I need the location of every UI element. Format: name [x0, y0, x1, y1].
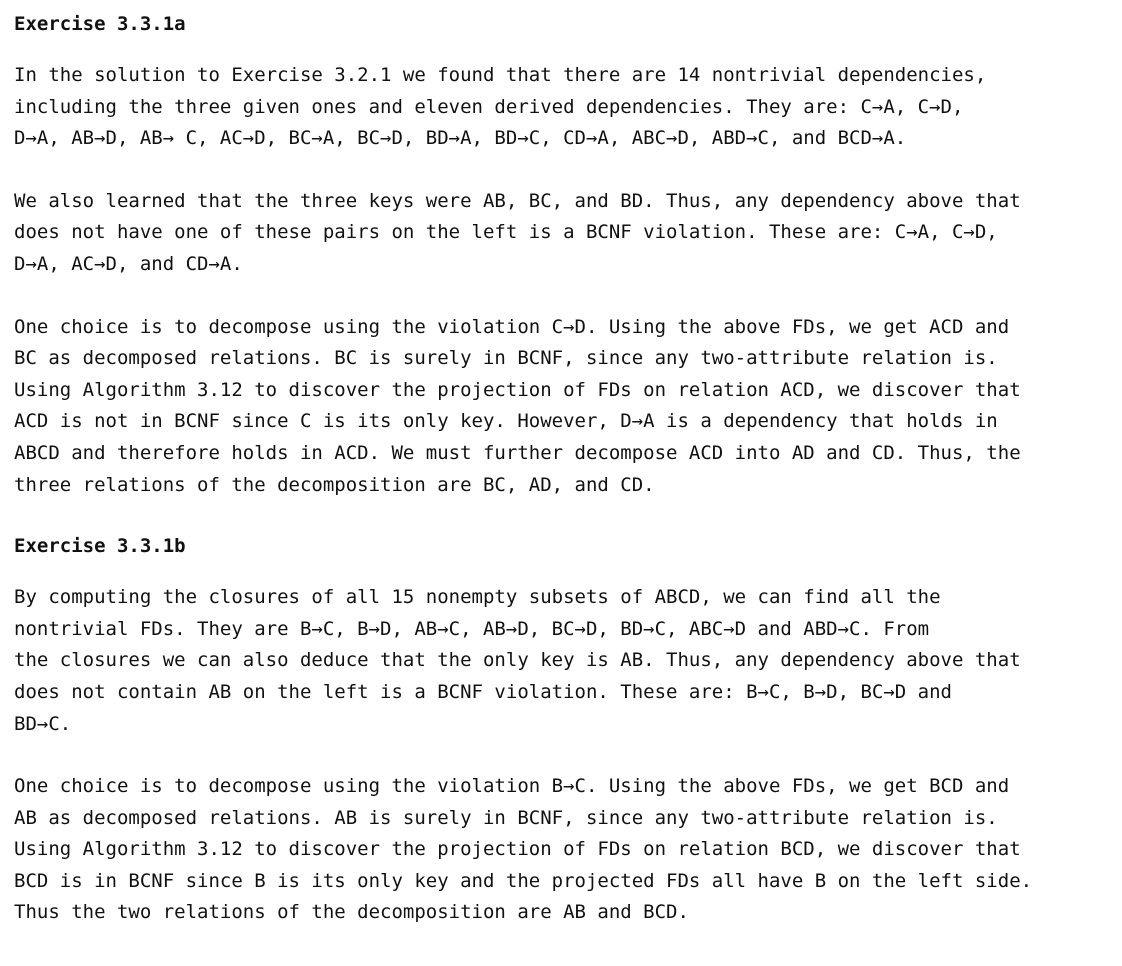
text-line: One choice is to decompose using the violation C→D. Using the above FDs, we get ACD and — [14, 315, 1010, 338]
text-line: In the solution to Exercise 3.2.1 we found that there are 14 nontrivial dependencies, — [14, 64, 987, 86]
text-line: By computing the closures of all 15 nonempty subsets of ABCD, we can find all the — [14, 586, 941, 609]
text-line: BD→C. — [14, 712, 72, 735]
text-line: ACD is not in BCNF since C is its only key. However, D→A is a dependency that holds in — [14, 410, 998, 433]
text-line: does not contain AB on the left is a BCNF violation. These are: B→C, B→D, BC→D and — [14, 680, 952, 703]
paragraph — [14, 582, 1114, 740]
text-line: Thus the two relations of the decomposition are AB and BCD. — [14, 901, 689, 924]
text-line: three relations of the decomposition are BC, AD, and CD. — [14, 473, 655, 496]
section-heading: Exercise 3.3.1b — [14, 535, 186, 558]
paragraph — [14, 312, 1114, 502]
text-line: AB as decomposed relations. AB is surely in BCNF, since any two-attribute relation is. — [14, 806, 998, 829]
text-line: nontrivial FDs. They are B→C, B→D, AB→C, AB→D, BC→D, BD→C, ABC→D and ABD→C. From — [14, 617, 930, 640]
text-line: One choice is to decompose using the violation B→C. Using the above FDs, we get BCD and — [14, 775, 1010, 798]
text-line: Using Algorithm 3.12 to discover the projection of FDs on relation BCD, we discover that — [14, 838, 1021, 861]
section-heading: Exercise 3.3.1a — [14, 13, 186, 35]
document-body — [14, 10, 1114, 929]
paragraph — [14, 771, 1114, 929]
text-line: the closures we can also deduce that the only key is AB. Thus, any dependency above that — [14, 649, 1021, 672]
text-line: ABCD and therefore holds in ACD. We must further decompose ACD into AD and CD. Thus, the — [14, 441, 1021, 464]
section-exercise-3-3-1b — [14, 532, 1114, 929]
text-line: We also learned that the three keys were AB, BC, and BD. Thus, any dependency above that — [14, 189, 1021, 212]
text-line: D→A, AB→D, AB→ C, AC→D, BC→A, BC→D, BD→A, BD→C, CD→A, ABC→D, ABD→C, and BCD→A. — [14, 127, 907, 150]
text-line: does not have one of these pairs on the left is a BCNF violation. These are: C→A, C→D, — [14, 221, 998, 244]
text-line: BCD is in BCNF since B is its only key and the projected FDs all have B on the left side. — [14, 869, 1033, 892]
text-line: Using Algorithm 3.12 to discover the projection of FDs on relation ACD, we discover that — [14, 378, 1021, 401]
paragraph — [14, 60, 1114, 155]
paragraph — [14, 186, 1114, 281]
text-line: D→A, AC→D, and CD→A. — [14, 252, 243, 275]
text-line: including the three given ones and eleven derived dependencies. They are: C→A, C→D, — [14, 95, 964, 118]
text-line: BC as decomposed relations. BC is surely in BCNF, since any two-attribute relation is. — [14, 347, 998, 370]
section-exercise-3-3-1a — [14, 10, 1114, 501]
